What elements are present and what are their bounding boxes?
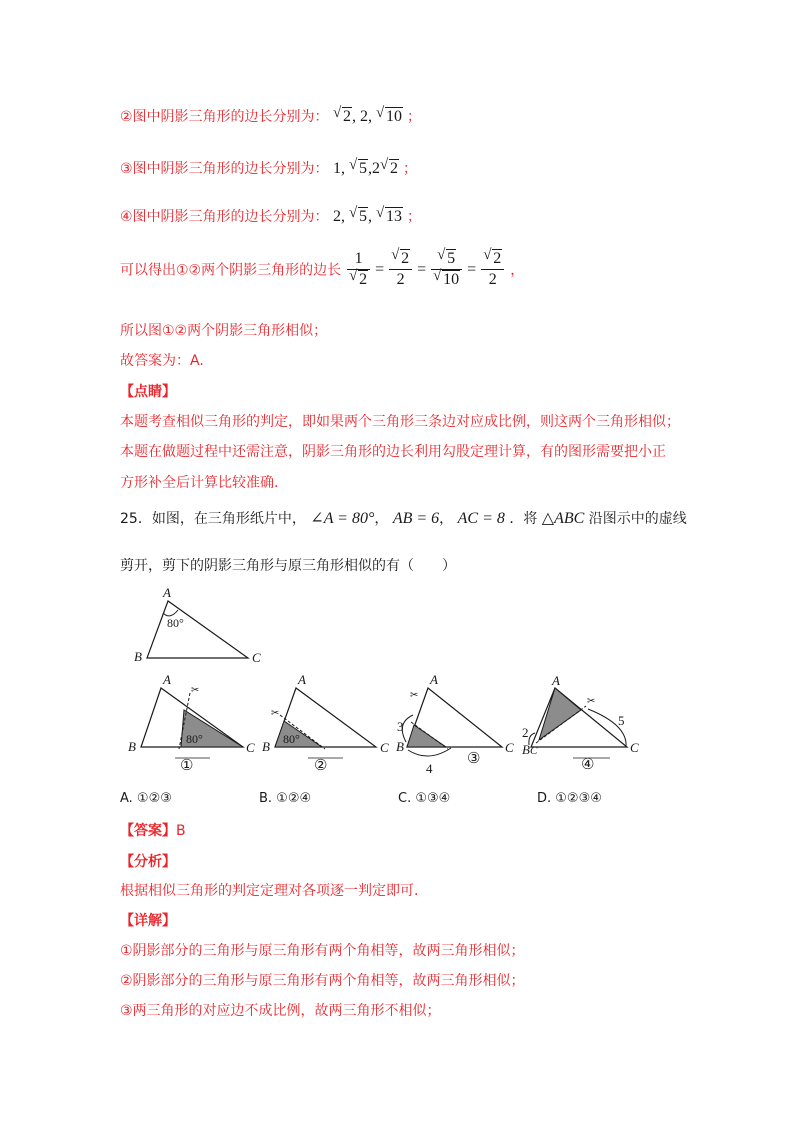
svg-text:③: ③ [467, 751, 481, 767]
svg-text:✂: ✂ [410, 690, 419, 701]
svg-text:C: C [246, 740, 255, 755]
fig3-sides-text: ③图中阴影三角形的边长分别为： [120, 161, 329, 177]
fig4-sides-text: ④图中阴影三角形的边长分别为： [120, 209, 329, 225]
detail-line-1: ①阴影部分的三角形与原三角形有两个角相等，故两三角形相似； [120, 943, 525, 959]
svg-text:2: 2 [522, 725, 529, 740]
svg-text:C: C [630, 740, 639, 755]
question-25-line-2: 剪开，剪下的阴影三角形与原三角形相似的有（ ） [120, 558, 456, 574]
question-number: 25．如图，在三角形纸片中， [120, 511, 306, 527]
svg-text:A: A [430, 672, 438, 687]
option-b[interactable]: B. ①②④ [259, 791, 312, 806]
answer-text: 故答案为：A. [120, 353, 204, 369]
triangle-abc: △ABC [541, 510, 585, 527]
svg-text:5: 5 [618, 713, 625, 728]
svg-text:B: B [134, 649, 142, 664]
option-a[interactable]: A. ①②③ [120, 791, 172, 806]
svg-text:80°: 80° [283, 732, 300, 746]
figure-3 [396, 672, 514, 776]
detail-line-3: ③两三角形的对应边不成比例，故两三角形不相似； [120, 1003, 441, 1019]
svg-text:B: B [262, 739, 270, 754]
svg-text:3: 3 [397, 719, 404, 734]
svg-text:A: A [163, 672, 171, 687]
svg-text:①: ① [180, 758, 194, 774]
ratio-math: 1 √ 2 = √ 2 2 = √ 5 √ 10 = √ 2 2 [341, 260, 510, 277]
svg-text:✂: ✂ [587, 696, 596, 707]
fig3-sides-math: 1, √ 5,2 √ 2 [333, 157, 399, 177]
answer-line [120, 820, 186, 840]
dianjing-line-2: 本题在做题过程中还需注意，阴影三角形的边长利用勾股定理计算，有的图形需要把小正 [120, 444, 666, 460]
fig2-sides-math: √ 2, 2, √ 10 [333, 105, 403, 125]
svg-text:A: A [298, 672, 306, 687]
svg-text:C: C [530, 745, 538, 757]
line-fig3-sides: ③图中阴影三角形的边长分别为： 1, √ 5,2 √ 2 ； [120, 157, 418, 177]
figure-4 [522, 673, 639, 773]
fig4-sides-math: 2, √ 5, √ 13 [333, 205, 403, 225]
option-d[interactable]: D. ①②③④ [537, 791, 602, 806]
svg-text:80°: 80° [167, 616, 184, 630]
line-fig2-sides: ②图中阴影三角形的边长分别为： √ 2, 2, √ 10 ； [120, 105, 422, 125]
question-25-line-1: 25．如图，在三角形纸片中， ∠A = 80°， AB = 6， AC = 8 ．将 △ABC 沿图示中的虚线 [120, 510, 687, 527]
question-figure [0, 585, 800, 785]
svg-text:C: C [380, 740, 389, 755]
so-similar-text: 所以图①②两个阴影三角形相似； [120, 323, 328, 339]
detail-label: 【详解】 [120, 913, 176, 929]
figure-original-triangle [134, 585, 261, 665]
svg-text:80°: 80° [186, 732, 203, 746]
figure-2 [262, 672, 389, 774]
side-ac: AC = 8 [457, 510, 505, 527]
answer-value: B [176, 823, 186, 839]
svg-text:②: ② [314, 758, 328, 774]
side-ab: AB = 6 [392, 510, 440, 527]
analysis-text: 根据相似三角形的判定定理对各项逐一判定即可. [120, 883, 419, 899]
dianjing-line-3: 方形补全后计算比较准确. [120, 475, 279, 491]
fig2-sides-text: ②图中阴影三角形的边长分别为： [120, 109, 329, 125]
line-ratio: 可以得出①②两个阴影三角形的边长 1 √ 2 = √ 2 2 = √ 5 √ 10 = √ 2 2 ， [120, 247, 525, 288]
angle-a: ∠A = 80° [310, 510, 375, 527]
dianjing-label: 【点睛】 [120, 384, 176, 400]
ratio-text: 可以得出①②两个阴影三角形的边长 [120, 262, 342, 279]
option-c[interactable]: C. ①③④ [398, 791, 451, 806]
svg-text:B: B [396, 739, 404, 754]
svg-text:4: 4 [426, 761, 433, 776]
svg-text:C: C [252, 650, 261, 665]
svg-text:C: C [505, 740, 514, 755]
svg-text:B: B [522, 742, 530, 757]
figure-1 [128, 672, 255, 774]
dianjing-line-1: 本题考查相似三角形的判定，即如果两个三角形三条边对应成比例，则这两个三角形相似； [120, 414, 680, 430]
svg-text:B: B [128, 739, 136, 754]
svg-text:A: A [163, 585, 171, 600]
line-fig4-sides: ④图中阴影三角形的边长分别为： 2, √ 5, √ 13 ； [120, 205, 422, 225]
answer-label: 【答案】 [120, 823, 176, 839]
analysis-label: 【分析】 [120, 854, 176, 870]
svg-text:✂: ✂ [271, 708, 280, 719]
svg-text:✂: ✂ [191, 685, 200, 696]
detail-line-2: ②阴影部分的三角形与原三角形有两个角相等，故两三角形相似； [120, 973, 525, 989]
svg-text:A: A [552, 673, 560, 688]
svg-text:④: ④ [581, 757, 595, 773]
